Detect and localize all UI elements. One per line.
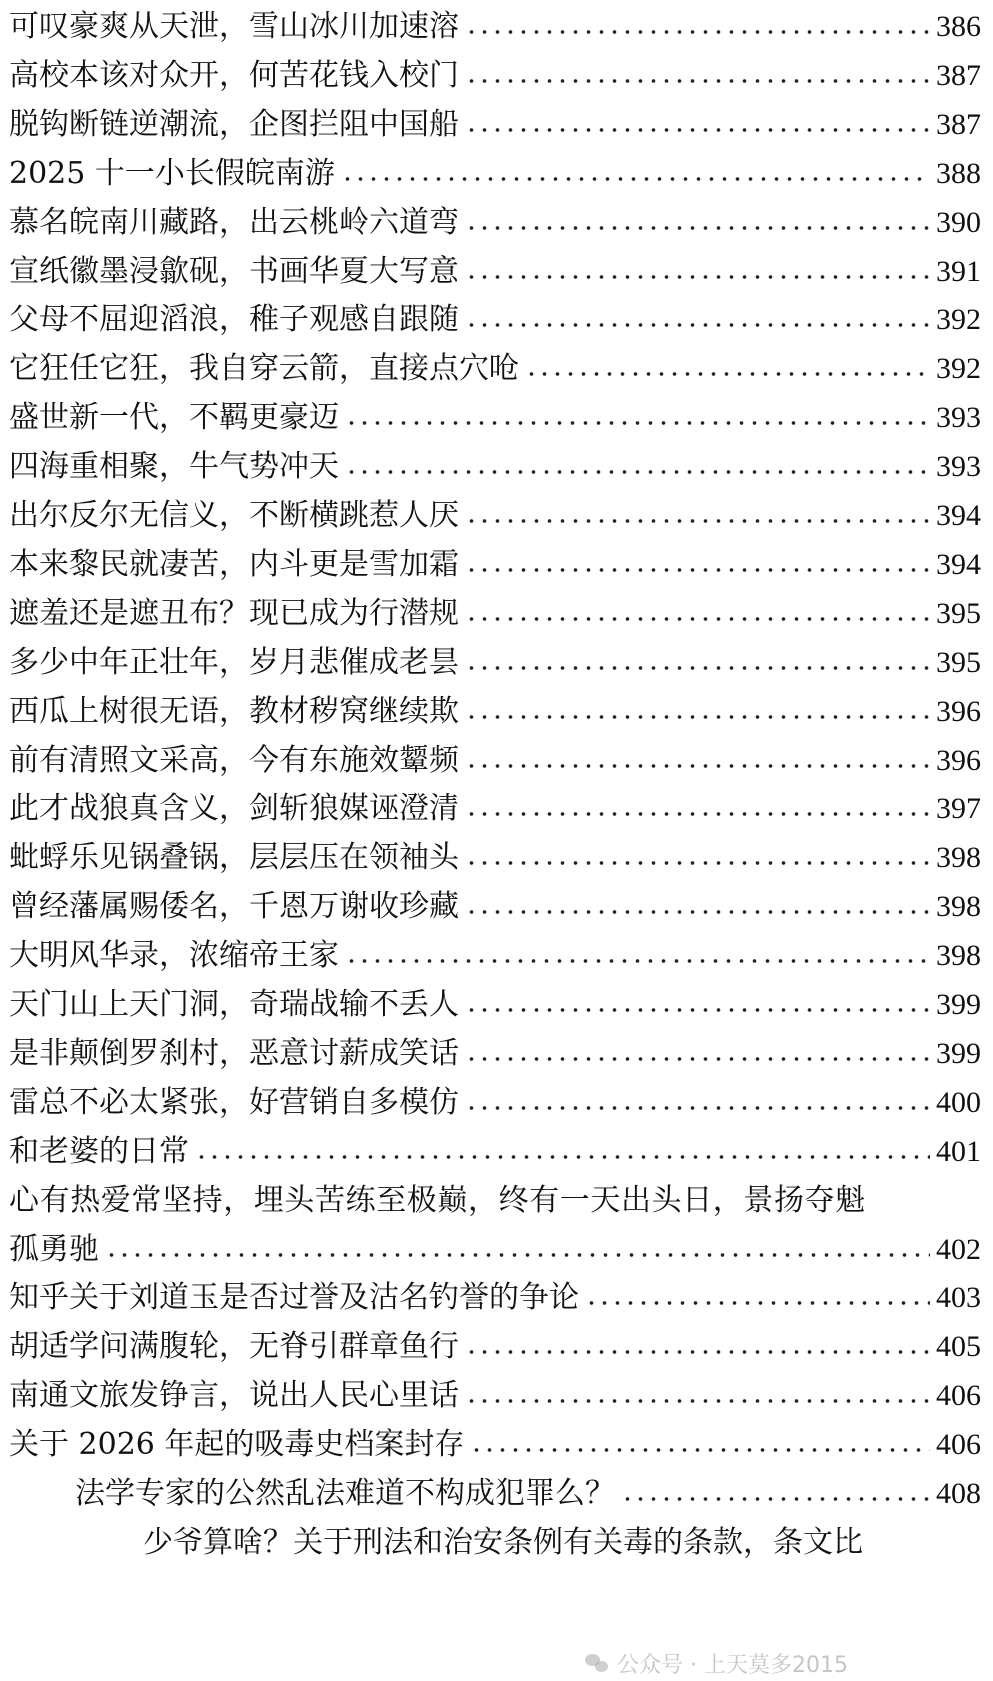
toc-entry-title: 本来黎民就凄苦，内斗更是雪加霜 [9, 546, 459, 582]
toc-dot-leader [345, 420, 930, 426]
toc-entry-title: 它狂任它狂，我自穿云箭，直接点穴呛 [9, 351, 519, 387]
toc-entry [9, 1126, 981, 1178]
toc-entry-page-number: 405 [936, 1330, 981, 1364]
toc-dot-leader [470, 1447, 930, 1453]
toc-entry-title: 曾经藩属赐倭名，千恩万谢收珍藏 [9, 889, 459, 925]
toc-entry-title: 2025 十一小长假皖南游 [9, 155, 335, 191]
toc-entry-page-number: 406 [936, 1428, 981, 1462]
toc-entry [9, 1028, 981, 1080]
toc-entry-page-number: 392 [936, 352, 981, 386]
toc-dot-leader [465, 860, 930, 866]
toc-entry-page-number: 396 [936, 694, 981, 728]
toc-entry-page-number: 398 [936, 939, 981, 973]
toc-dot-leader [465, 225, 930, 231]
toc-dot-leader [465, 1398, 930, 1404]
toc-entry-page-number: 395 [936, 596, 981, 630]
toc-entry-title: 高校本该对众开，何苦花钱入校门 [9, 57, 459, 93]
toc-entry-page-number: 403 [936, 1281, 981, 1315]
toc-dot-leader [105, 1252, 930, 1258]
toc-entry-page-number: 399 [936, 988, 981, 1021]
toc-entry-title: 少爷算啥？关于刑法和治安条例有关毒的条款，条文比 [143, 1524, 863, 1560]
toc-entry-page-number: 387 [936, 58, 981, 92]
toc-entry [9, 1370, 981, 1422]
toc-entry-title: 慕名皖南川藏路，出云桃岭六道弯 [9, 204, 459, 240]
toc-dot-leader [195, 1154, 930, 1160]
toc-entry-title: 前有清照文采高，今有东施效颦频 [9, 742, 459, 778]
toc-entry [9, 1175, 981, 1227]
toc-entry-title: 遮羞还是遮丑布？现已成为行潜规 [9, 595, 459, 631]
toc-dot-leader [465, 567, 930, 573]
toc-entry-title: 胡适学问满腹轮，无脊引群章鱼行 [9, 1329, 459, 1365]
toc-dot-leader [465, 29, 930, 35]
toc-entry [9, 588, 981, 640]
toc-entry [143, 1517, 981, 1569]
toc-entry-title: 蚍蜉乐见锅叠锅，层层压在领袖头 [9, 840, 459, 876]
toc-entry-title: 多少中年正壮年，岁月悲催成老昙 [9, 644, 459, 680]
watermark-text: 公众号 · 上天莫多2015 [617, 1652, 848, 1678]
toc-dot-leader [525, 371, 930, 377]
toc-entry [9, 246, 981, 298]
toc-entry-title: 心有热爱常坚持，埋头苦练至极巅，终有一天出头日，景扬夺魁 [9, 1182, 866, 1218]
toc-dot-leader [465, 665, 930, 671]
toc-entry-title: 出尔反尔无信义，不断横跳惹人厌 [9, 498, 459, 533]
toc-entry-page-number: 393 [936, 401, 981, 435]
toc-entry [9, 490, 981, 542]
toc-entry-page-number: 408 [936, 1477, 981, 1510]
toc-entry [9, 539, 981, 591]
toc-entry [9, 1224, 981, 1276]
toc-entry [9, 979, 981, 1031]
toc-entry [9, 686, 981, 738]
toc-dot-leader [465, 127, 930, 133]
toc-entry [9, 441, 981, 493]
toc-entry-title: 宣纸徽墨浸歙砚，书画华夏大写意 [9, 253, 459, 289]
toc-entry-title: 脱钩断链逆潮流，企图拦阻中国船 [9, 106, 459, 142]
toc-entry-title: 盛世新一代，不羁更豪迈 [9, 400, 339, 436]
toc-dot-leader [465, 763, 930, 769]
toc-entry-title: 和老婆的日常 [9, 1133, 189, 1169]
toc-entry-page-number: 398 [936, 841, 981, 875]
toc-dot-leader [465, 1056, 930, 1062]
toc-entry-title: 雷总不必太紧张，好营销自多模仿 [9, 1084, 459, 1120]
toc-entry [9, 99, 981, 151]
toc-entry-title: 此才战狼真含义，剑斩狼媒诬澄清 [9, 791, 459, 827]
toc-dot-leader [465, 78, 930, 84]
toc-entry-title: 是非颠倒罗刹村，恶意讨薪成笑话 [9, 1035, 459, 1071]
toc-entry-title: 天门山上天门洞，奇瑞战输不丢人 [9, 987, 459, 1022]
toc-entry-title: 法学专家的公然乱法难道不构成犯罪么？ [75, 1476, 615, 1511]
toc-entry-page-number: 397 [936, 792, 981, 826]
toc-dot-leader [341, 176, 930, 182]
toc-dot-leader [465, 274, 930, 280]
toc-dot-leader [345, 469, 930, 475]
toc-entry [9, 1077, 981, 1129]
toc-dot-leader [465, 714, 930, 720]
toc-dot-leader [465, 1105, 930, 1111]
toc-dot-leader [585, 1300, 930, 1306]
toc-dot-leader [465, 1349, 930, 1355]
toc-entry-page-number: 398 [936, 890, 981, 924]
toc-entry [9, 735, 981, 787]
toc-entry-page-number: 399 [936, 1036, 981, 1070]
toc-entry-title: 孤勇驰 [9, 1231, 99, 1267]
toc-entry [9, 832, 981, 884]
toc-dot-leader [465, 811, 930, 817]
toc-entry-page-number: 391 [936, 254, 981, 288]
toc-entry-page-number: 387 [936, 107, 981, 141]
toc-entry [9, 1272, 981, 1324]
toc-dot-leader [465, 909, 930, 915]
toc-entry-title: 大明风华录，浓缩帝王家 [9, 938, 339, 974]
toc-entry-page-number: 402 [936, 1232, 981, 1266]
toc-entry-title: 知乎关于刘道玉是否过誉及沽名钓誉的争论 [9, 1280, 579, 1316]
toc-entry-page-number: 393 [936, 450, 981, 484]
toc-entry [9, 1419, 981, 1471]
toc-dot-leader [621, 1496, 930, 1502]
toc-entry [9, 392, 981, 444]
toc-entry [9, 197, 981, 249]
toc-entry [9, 1321, 981, 1373]
toc-entry-page-number: 406 [936, 1379, 981, 1413]
toc-entry [9, 343, 981, 395]
toc-entry [75, 1468, 981, 1520]
toc-entry-title: 四海重相聚，牛气势冲天 [9, 449, 339, 485]
toc-entry [9, 50, 981, 102]
toc-entry [9, 881, 981, 933]
toc-dot-leader [345, 958, 930, 964]
toc-dot-leader [465, 518, 930, 524]
toc-entry [9, 294, 981, 346]
toc-entry [9, 148, 981, 200]
toc-entry-title: 可叹豪爽从天泄，雪山冰川加速溶 [9, 9, 459, 44]
toc-entry-page-number: 386 [936, 10, 981, 43]
toc-dot-leader [465, 322, 930, 328]
toc-entry-page-number: 392 [936, 303, 981, 337]
toc-entry-title: 南通文旅发铮言，说出人民心里话 [9, 1378, 459, 1414]
toc-entry-title: 父母不屈迎滔浪，稚子观感自跟随 [9, 302, 459, 338]
toc-entry-page-number: 395 [936, 645, 981, 679]
toc-entry-page-number: 396 [936, 743, 981, 777]
toc-entry [9, 1, 981, 53]
toc-entry-title: 西瓜上树很无语，教材秽窝继续欺 [9, 693, 459, 729]
toc-entry [9, 637, 981, 689]
toc-entry [9, 930, 981, 982]
toc-entry [9, 783, 981, 835]
toc-entry-title: 关于 2026 年起的吸毒史档案封存 [9, 1427, 465, 1463]
toc-entry-page-number: 388 [936, 156, 981, 190]
toc-entry-page-number: 394 [936, 547, 981, 581]
toc-entry-page-number: 400 [936, 1085, 981, 1119]
toc-entry-page-number: 401 [936, 1134, 981, 1168]
toc-dot-leader [465, 616, 930, 622]
toc-dot-leader [465, 1007, 930, 1013]
toc-entry-page-number: 390 [936, 205, 981, 239]
toc-entry-page-number: 394 [936, 499, 981, 532]
